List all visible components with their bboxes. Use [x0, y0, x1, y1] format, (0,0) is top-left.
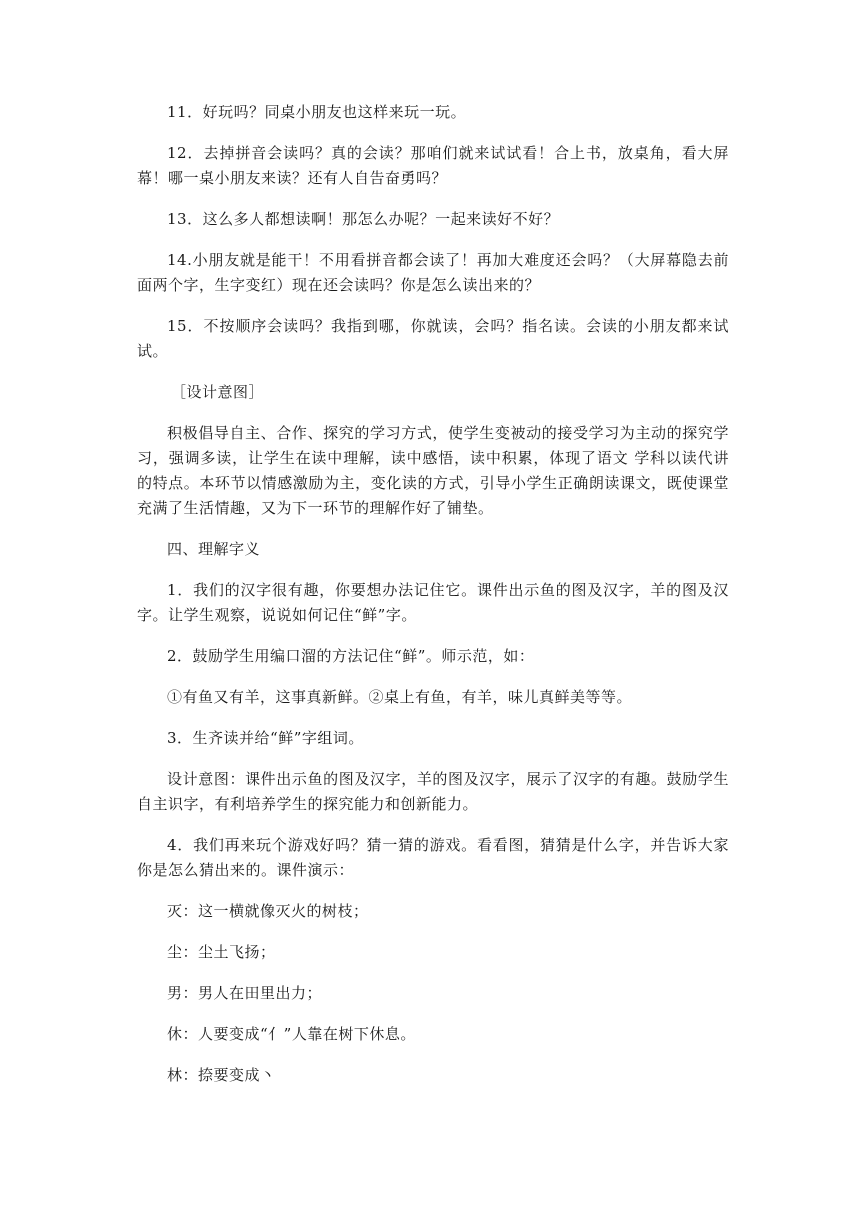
paragraph-step-2: 2．鼓励学生用编口溜的方法记住“鲜”。师示范，如：	[167, 647, 535, 665]
document-page	[137, 100, 729, 1104]
example-rhymes: ①有鱼又有羊，这事真新鲜。②桌上有鱼，有羊，味儿真鲜美等等。	[167, 688, 633, 706]
paragraph-12: 12．去掉拼音会读吗？真的会读？那咱们就来试试看！合上书，放桌角，看大屏幕！哪一桌小朋友来读？还有人自告奋勇吗？	[137, 144, 729, 187]
design-intent-heading: ［设计意图］	[171, 383, 265, 401]
paragraph-13: 13．这么多人都想读啊！那怎么办呢？一起来读好不好？	[167, 210, 560, 228]
char-nan: 男：男人在田里出力；	[167, 984, 323, 1002]
char-chen: 尘：尘土飞扬；	[167, 943, 276, 961]
char-xiu: 休：人要变成“亻”人靠在树下休息。	[167, 1025, 416, 1043]
char-mie: 灭：这一横就像灭火的树枝；	[167, 902, 369, 920]
design-intent-text: 积极倡导自主、合作、探究的学习方式，使学生变被动的接受学习为主动的探究学习，强调多读，让学生在读中理解，读中感悟，读中积累，体现了语文 学科以读代讲的特点。本环节以情感激励为主，变化读的方式，引导小学生正确朗读课文，既使课堂充满了生活情趣，又为下一环节的理解作好了铺垫。	[137, 424, 729, 517]
paragraph-11: 11．好玩吗？同桌小朋友也这样来玩一玩。	[167, 103, 467, 121]
char-lin: 林：捺要变成丶	[167, 1066, 276, 1084]
paragraph-15: 15．不按顺序会读吗？我指到哪，你就读，会吗？指名读。会读的小朋友都来试试。	[137, 317, 729, 360]
paragraph-14: 14.小朋友就是能干！不用看拼音都会读了！再加大难度还会吗？（大屏幕隐去前面两个字，生字变红）现在还会读吗？你是怎么读出来的？	[137, 251, 729, 294]
paragraph-step-4: 4．我们再来玩个游戏好吗？猜一猜的游戏。看看图，猜猜是什么字，并告诉大家你是怎么猜出来的。课件演示：	[137, 836, 729, 879]
section-heading-understand-meaning: 四、理解字义	[167, 540, 261, 558]
paragraph-step-3: 3．生齐读并给“鲜”字组词。	[167, 729, 364, 747]
design-intent-2: 设计意图：课件出示鱼的图及汉字，羊的图及汉字，展示了汉字的有趣。鼓励学生自主识字，有利培养学生的探究能力和创新能力。	[137, 770, 729, 813]
paragraph-step-1: 1．我们的汉字很有趣，你要想办法记住它。课件出示鱼的图及汉字，羊的图及汉字。让学生观察，说说如何记住“鲜”字。	[137, 581, 729, 624]
